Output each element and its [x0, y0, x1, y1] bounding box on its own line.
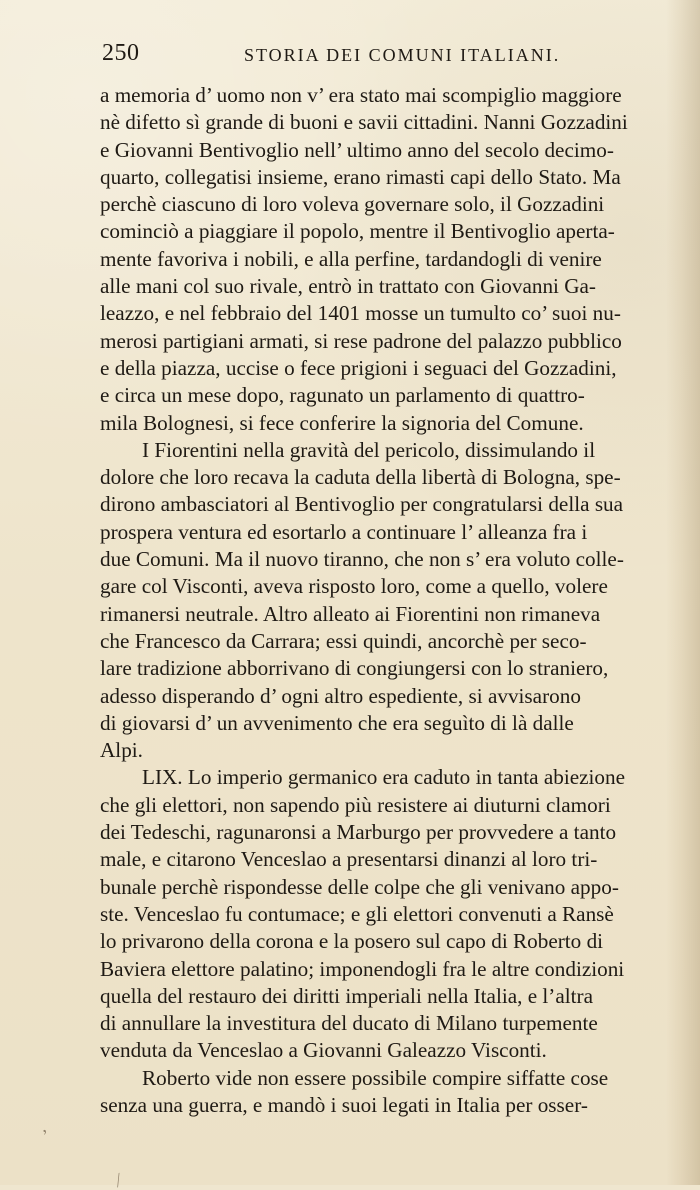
text-line-27: che gli elettori, non sapendo più resistere ai diuturni clamori: [100, 792, 611, 817]
text-line-15: dolore che loro recava la caduta della libertà di Bologna, spe-: [100, 465, 621, 490]
text-line-32: lo privarono della corona e la posero sul capo di Roberto di: [100, 929, 604, 954]
body-text: [100, 82, 675, 1119]
text-line-1: a memoria d’ uomo non v’ era stato mai scompiglio maggiore: [100, 83, 622, 107]
text-line-4: quarto, collegatisi insieme, erano rimasti capi dello Stato. Ma: [100, 164, 621, 189]
text-line-24: di giovarsi d’ un avvenimento che era seguìto di là dalle: [100, 710, 574, 735]
text-line-36: venduta da Venceslao a Giovanni Galeazzo Visconti.: [100, 1038, 547, 1063]
text-line-9: leazzo, e nel febbraio del 1401 mosse un tumulto co’ suoi nu-: [100, 301, 621, 326]
text-line-23: adesso disperando d’ ogni altro espediente, si avvisarono: [100, 683, 581, 708]
text-line-31: ste. Venceslao fu contumace; e gli elettori convenuti a Ransè: [100, 901, 614, 926]
ink-mark: ‚: [36, 1115, 49, 1137]
text-line-17: prospera ventura ed esortarlo a continuare l’ alleanza fra i: [100, 519, 588, 544]
text-line-16: dirono ambasciatori al Bentivoglio per congratularsi della sua: [100, 492, 624, 517]
text-line-28: dei Tedeschi, ragunaronsi a Marburgo per provvedere a tanto: [100, 820, 617, 845]
text-line-37: Roberto vide non essere possibile compire siffatte cose: [142, 1065, 609, 1090]
text-line-38: senza una guerra, e mandò i suoi legati in Italia per osser-: [100, 1092, 588, 1117]
text-line-22: lare tradizione abborrivano di congiungersi con lo straniero,: [100, 656, 609, 681]
text-line-35: di annullare la investitura del ducato di Milano turpemente: [100, 1011, 598, 1036]
text-line-25: Alpi.: [100, 738, 143, 763]
text-line-19: gare col Visconti, aveva risposto loro, come a quello, volere: [100, 574, 608, 599]
text-line-12: e circa un mese dopo, ragunato un parlamento di quattro-: [100, 383, 585, 408]
text-line-5: perchè ciascuno di loro voleva governare solo, il Gozzadini: [100, 192, 605, 217]
pencil-mark: ⁄: [111, 1170, 125, 1190]
page-number: 250: [102, 40, 140, 66]
page-header: [102, 40, 682, 78]
text-line-10: merosi partigiani armati, si rese padrone del palazzo pubblico: [100, 328, 622, 353]
text-line-11: e della piazza, uccise o fece prigioni i seguaci del Gozzadini,: [100, 355, 617, 380]
text-line-3: e Giovanni Bentivoglio nell’ ultimo anno del secolo decimo-: [100, 137, 614, 162]
text-line-30: bunale perchè rispondesse delle colpe che gli venivano appo-: [100, 874, 619, 899]
text-line-34: quella del restauro dei diritti imperiali nella Italia, e l’altra: [100, 983, 593, 1008]
text-line-14: I Fiorentini nella gravità del pericolo, dissimulando il: [142, 437, 596, 462]
text-line-7: mente favoriva i nobili, e alla perfine, tardandogli di venire: [100, 246, 602, 271]
text-line-26: LIX. Lo imperio germanico era caduto in tanta abiezione: [142, 765, 625, 790]
text-line-33: Baviera elettore palatino; imponendogli fra le altre condizioni: [100, 956, 625, 981]
text-line-29: male, e citarono Venceslao a presentarsi dinanzi al loro tri-: [100, 847, 598, 872]
running-title: STORIA DEI COMUNI ITALIANI.: [244, 45, 561, 65]
text-line-6: cominciò a piaggiare il popolo, mentre il Bentivoglio aperta-: [100, 219, 615, 244]
text-line-20: rimanersi neutrale. Altro alleato ai Fiorentini non rimaneva: [100, 601, 601, 626]
text-line-18: due Comuni. Ma il nuovo tiranno, che non s’ era voluto colle-: [100, 547, 624, 572]
text-line-8: alle mani col suo rivale, entrò in trattato con Giovanni Ga-: [100, 274, 596, 299]
text-line-21: che Francesco da Carrara; essi quindi, ancorchè per seco-: [100, 628, 587, 653]
text-line-2: nè difetto sì grande di buoni e savii cittadini. Nanni Gozzadini: [100, 110, 628, 135]
text-line-13: mila Bolognesi, si fece conferire la signoria del Comune.: [100, 410, 584, 435]
